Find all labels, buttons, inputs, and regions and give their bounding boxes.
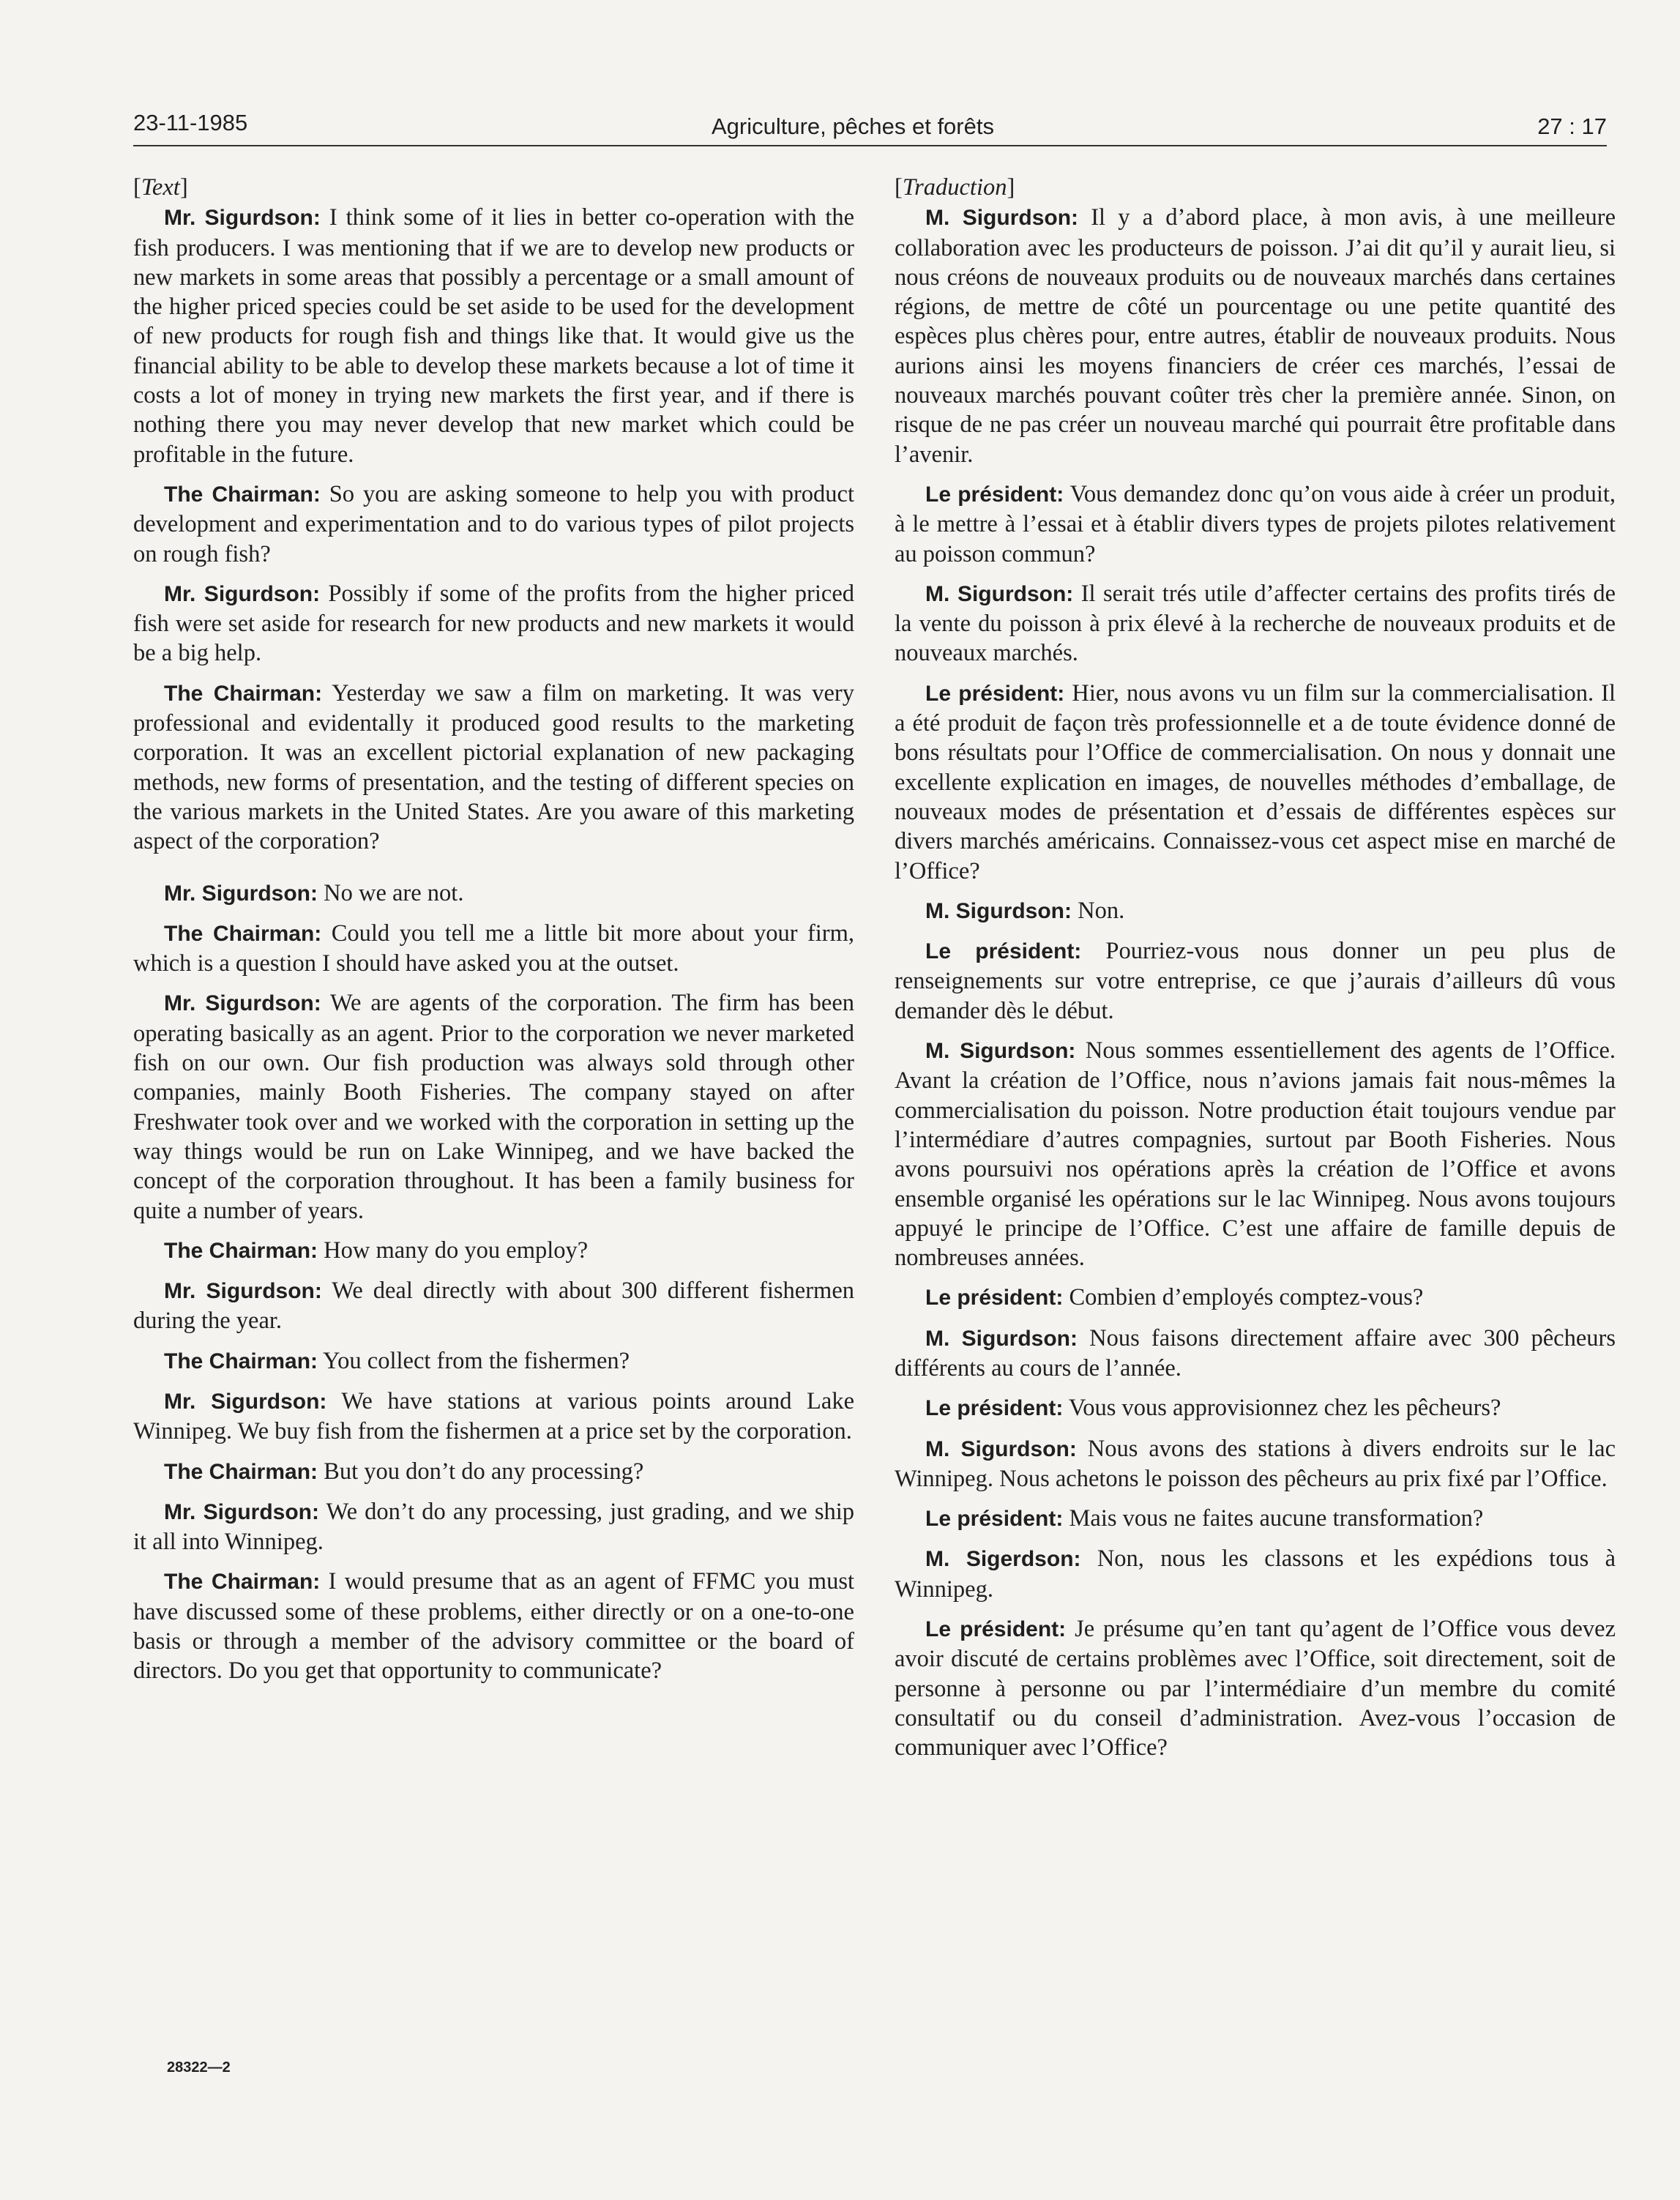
left-paragraph <box>133 203 854 469</box>
speaker-label: M. Sigurdson: <box>925 206 1079 231</box>
left-paragraph <box>133 919 854 979</box>
speaker-label: Mr. Sigurdson: <box>164 1279 322 1304</box>
speech-text: Il y a d’abord place, à mon avis, à une meilleure collaboration avec les producteurs de poisson. J’ai dit qu’il y aurait lieu, si nous créons de nouveaux produits ou de nouveaux marchés dans certaines régions, de mettre de côté un pourcentage ou une petite quantité des espèces plus chères pour, entre autres, établir de nouveaux produits. Nous aurions ainsi les moyens financiers de créer ces marchés, l’essai de nouveaux marchés pouvant coûter très cher la première année. Sinon, on risque de ne pas créer un nouveau marché qui pourrait être profitable dans l’avenir. <box>895 204 1616 468</box>
header-page-ref: 27 : 17 <box>1537 113 1607 139</box>
speaker-label: M. Sigurdson: <box>925 581 1074 606</box>
left-paragraph <box>133 1276 854 1336</box>
left-paragraphs <box>133 203 854 1685</box>
speech-text: Nous sommes essentiellement des agents de l’Office. Avant la création de l’Office, nous n’avions jamais fait nous-mêmes la commercialisation du poisson. Notre production était toujours vendue par l’intermédiare d’autres compagnies, surtout par Booth Fisheries. Nous avons poursuivi nos opérations après la création de l’Office et avons ensemble organisé les opérations sur le lac Winnipeg. Nous avons toujours appuyé le principe de l’Office. C’est une affaire de famille depuis de nombreuses années. <box>895 1037 1616 1272</box>
left-paragraph <box>133 579 854 668</box>
right-paragraph <box>895 1324 1616 1384</box>
speaker-label: The Chairman: <box>164 921 322 946</box>
left-paragraph <box>133 1457 854 1487</box>
speech-text: You collect from the fishermen? <box>322 1347 630 1374</box>
page-header <box>133 110 1607 146</box>
left-paragraph <box>133 1497 854 1557</box>
speaker-label: Mr. Sigurdson: <box>164 1499 319 1524</box>
left-paragraph <box>133 679 854 857</box>
right-column-heading: [Traduction] <box>895 174 1015 201</box>
speech-text: Nous faisons directement affaire avec 300 pêcheurs différents au cours de l’année. <box>895 1324 1616 1381</box>
left-paragraph <box>133 1346 854 1376</box>
speech-text: Non. <box>1078 897 1125 924</box>
speaker-label: Le président: <box>925 1286 1064 1310</box>
speaker-label: Le président: <box>925 1507 1064 1532</box>
speaker-label: Mr. Sigurdson: <box>164 581 321 606</box>
speech-text: No we are not. <box>324 879 464 906</box>
right-paragraphs <box>895 203 1616 1762</box>
speech-text: We deal directly with about 300 different fishermen during the year. <box>133 1278 854 1335</box>
speech-text: Vous vous approvisionnez chez les pêcheurs? <box>1068 1395 1501 1422</box>
speaker-label: Le président: <box>925 681 1065 706</box>
speaker-label: M. Sigerdson: <box>925 1547 1081 1572</box>
speaker-label: M. Sigurdson: <box>925 1326 1078 1351</box>
speaker-label: M. Sigurdson: <box>925 898 1072 923</box>
speaker-label: The Chairman: <box>164 1238 318 1263</box>
speech-text: Mais vous ne faites aucune transformation? <box>1069 1505 1484 1532</box>
speaker-label: The Chairman: <box>164 1349 318 1373</box>
speech-text: Yesterday we saw a film on marketing. It was very professional and evidentally it produced good results to the marketing corporation. It was an excellent pictorial explanation of new packaging methods, new forms of presentation, and the testing of different species on the various markets in the United States. Are you aware of this marketing aspect of the corporation? <box>133 679 854 855</box>
left-column-heading: [Text] <box>133 174 188 201</box>
speech-text: I think some of it lies in better co-operation with the fish producers. I was mentioning that if we are to develop new products or new markets in some areas that possibly a percentage or a small amount of the higher priced species could be set aside to be used for the development of new products for rough fish and things like that. It would give us the financial ability to be able to develop these markets because a lot of time it costs a lot of money in trying new markets the first year, and if there is nothing there you may never develop that new market which could be profitable in the future. <box>133 204 855 468</box>
speech-text: Combien d’employés comptez-vous? <box>1069 1284 1424 1311</box>
right-paragraph <box>895 936 1616 1026</box>
right-paragraph <box>895 679 1616 886</box>
speech-text: Vous demandez donc qu’on vous aide à créer un produit, à le mettre à l’essai et à établir divers types de projets pilotes relativement au poisson commun? <box>895 480 1616 567</box>
speaker-label: The Chairman: <box>164 1459 318 1484</box>
left-paragraph <box>133 879 854 909</box>
speaker-label: Mr. Sigurdson: <box>164 991 321 1016</box>
speaker-label: Le président: <box>925 1396 1064 1421</box>
speaker-label: The Chairman: <box>164 681 323 706</box>
right-paragraph <box>895 896 1616 926</box>
left-paragraph <box>133 1567 854 1685</box>
speech-text: We don’t do any processing, just grading, and we ship it all into Winnipeg. <box>133 1498 854 1556</box>
right-paragraph <box>895 480 1616 569</box>
footer-code: 28322—2 <box>167 2059 231 2076</box>
left-paragraph <box>133 988 854 1225</box>
right-paragraph <box>895 579 1616 668</box>
right-paragraph <box>895 1544 1616 1604</box>
header-title: Agriculture, pêches et forêts <box>712 113 994 139</box>
right-paragraph <box>895 1036 1616 1272</box>
speech-text: Non, nous les classons et les expédions tous à Winnipeg. <box>895 1545 1616 1603</box>
speech-text: How many do you employ? <box>324 1237 589 1264</box>
speaker-label: Le président: <box>925 939 1082 964</box>
right-paragraph <box>895 1283 1616 1313</box>
speaker-label: The Chairman: <box>164 1570 321 1595</box>
speech-text: We are agents of the corporation. The firm has been operating basically as an agent. Prior to the corporation we never marketed fish on our own. Our fish production was always sold through other companies, mainly Booth Fisheries. The company stayed on after Freshwater took over and we worked with the corporation in setting up the way things would be run on Lake Winnipeg, and we have backed the concept of the corporation throughout. It has been a family business for quite a number of years. <box>133 990 854 1224</box>
left-paragraph <box>133 1236 854 1266</box>
right-column-french <box>895 173 1616 1773</box>
speaker-label: Mr. Sigurdson: <box>164 1389 327 1414</box>
speech-text: Pourriez-vous nous donner un peu plus de renseignements sur votre entreprise, ce que j’aurais d’ailleurs dû vous demander dès le début. <box>895 938 1616 1024</box>
header-rule <box>133 145 1607 146</box>
speech-text: Could you tell me a little bit more about your firm, which is a question I should have asked you at the outset. <box>133 920 855 977</box>
speech-text: But you don’t do any processing? <box>324 1458 644 1485</box>
right-paragraph <box>895 1393 1616 1423</box>
speech-text: So you are asking someone to help you with product development and experimentation and to do various types of pilot projects on rough fish? <box>133 480 855 567</box>
right-paragraph <box>895 1504 1616 1534</box>
speaker-label: M. Sigurdson: <box>925 1436 1077 1461</box>
left-column-english <box>133 173 854 1696</box>
speech-text: Nous avons des stations à divers endroits sur le lac Winnipeg. Nous achetons le poisson des pêcheurs au prix fixé par l’Office. <box>895 1435 1616 1492</box>
right-paragraph <box>895 1434 1616 1494</box>
speech-text: Je présume qu’en tant qu’agent de l’Office vous devez avoir discuté de certains problèmes avec l’Office, soit directement, soit de personne à personne ou par l’intermédiaire d’un membre du comité consultatif ou du conseil d’administration. Avez-vous l’occasion de communiquer avec l’Office? <box>895 1616 1616 1761</box>
speech-text: Hier, nous avons vu un film sur la commercialisation. Il a été produit de façon très professionnelle et a de toute évidence donné de bons résultats pour l’Office de commercialisation. On nous y donnait une excellente explication en images, de nouvelles méthodes d’emballage, de nouveaux modes de présentation et d’essais de différentes espèces sur divers marchés américains. Connaissez-vous cet aspect mise en marché de l’Office? <box>895 679 1616 884</box>
speaker-label: The Chairman: <box>164 482 321 507</box>
left-paragraph <box>133 480 854 569</box>
right-paragraph <box>895 203 1616 469</box>
speaker-label: Le président: <box>925 482 1064 507</box>
speaker-label: Le président: <box>925 1617 1067 1642</box>
header-date: 23-11-1985 <box>133 110 248 135</box>
right-paragraph <box>895 1614 1616 1762</box>
left-paragraph <box>133 1387 854 1447</box>
speech-text: Possibly if some of the profits from the higher priced fish were set aside for research for new products and new markets it would be a big help. <box>133 580 854 667</box>
speech-text: Il serait trés utile d’affecter certains des profits tirés de la vente du poisson à prix élevé à la recherche de nouveaux produits et de nouveaux marchés. <box>895 580 1616 667</box>
speech-text: We have stations at various points around Lake Winnipeg. We buy fish from the fishermen at a price set by the corporation. <box>133 1387 854 1445</box>
speech-text: I would presume that as an agent of FFMC you must have discussed some of these problems, either directly or on a one-to-one basis or through a member of the advisory committee or the board of directors. Do you get that opportunity to communicate? <box>133 1568 854 1685</box>
speaker-label: Mr. Sigurdson: <box>164 206 321 231</box>
speaker-label: M. Sigurdson: <box>925 1039 1076 1064</box>
speaker-label: Mr. Sigurdson: <box>164 881 318 906</box>
